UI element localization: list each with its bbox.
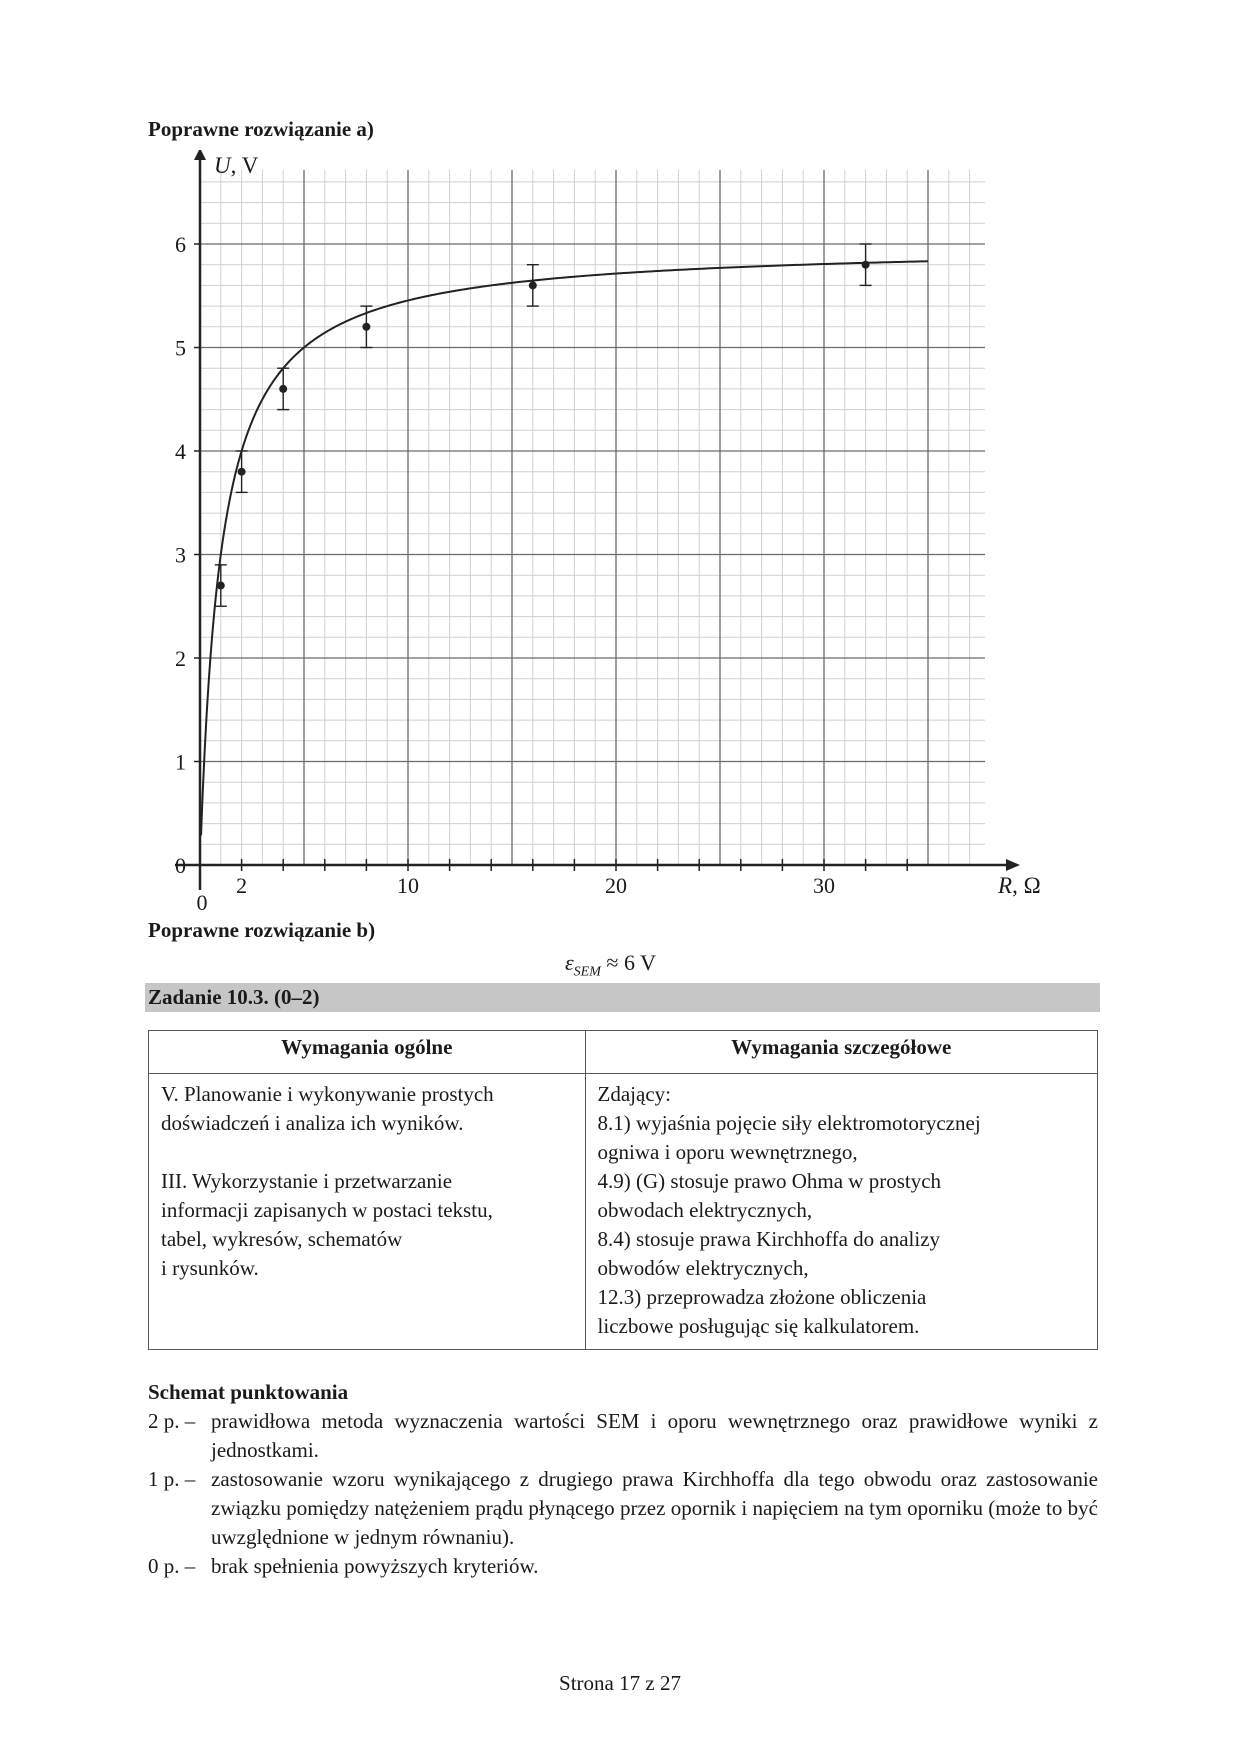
x-origin-label: 0 <box>196 890 208 910</box>
section-b-heading: Poprawne rozwiązanie b) <box>148 918 376 942</box>
y-axis-arrow <box>194 150 206 160</box>
data-point <box>362 323 370 331</box>
data-point <box>217 582 225 590</box>
scoring-item-label: 0 p. – <box>148 1554 196 1578</box>
scoring-item-label: 2 p. – <box>148 1409 196 1433</box>
scoring-heading: Schemat punktowania <box>148 1380 349 1404</box>
x-tick-label: 20 <box>605 873 627 898</box>
detailed-requirements-header: Wymagania szczegółowe <box>585 1031 1097 1074</box>
y-tick-label: 0 <box>175 853 186 878</box>
x-tick-label: 10 <box>397 873 419 898</box>
chart-axes <box>175 150 1020 890</box>
emf-subscript: SEM <box>573 964 601 980</box>
page-footer: Strona 17 z 27 <box>559 1671 681 1695</box>
requirements-table <box>148 1030 1098 1350</box>
emf-symbol: ε <box>565 950 574 975</box>
y-tick-label: 2 <box>175 646 186 671</box>
scoring-item-text: zastosowanie wzoru wynikającego z drugiego prawa Kirchhoffa dla tego obwodu oraz zastosowanie związku pomiędzy natężeniem prądu płynącego przez opornik i napięciem na tym oporniku (może to być uwzględnione w jednym równaniu). <box>211 1467 1098 1549</box>
requirements-header-row <box>149 1031 1098 1074</box>
data-point <box>862 261 870 269</box>
data-point <box>238 468 246 476</box>
task-title: Zadanie 10.3. (0–2) <box>148 985 320 1009</box>
emf-relation: ≈ 6 V <box>606 950 656 975</box>
requirements-body-row <box>149 1074 1098 1350</box>
chart-labels <box>175 153 1041 910</box>
scoring-item <box>148 1552 1098 1581</box>
chart-ticks <box>194 244 907 871</box>
data-point <box>279 385 287 393</box>
scoring-item <box>148 1465 1098 1552</box>
y-tick-label: 3 <box>175 542 186 568</box>
emf-result <box>565 950 656 980</box>
scoring-item-text: brak spełnienia powyższych kryteriów. <box>211 1554 539 1578</box>
y-axis-label: U, V <box>214 153 259 178</box>
data-points-group <box>215 244 872 606</box>
x-axis-label: R, Ω <box>998 873 1041 898</box>
voltage-resistance-chart <box>140 150 1060 910</box>
data-point <box>529 281 537 289</box>
scoring-section <box>148 1378 1098 1581</box>
section-a-heading: Poprawne rozwiązanie a) <box>148 117 374 141</box>
scoring-item <box>148 1407 1098 1465</box>
grid-major-lines <box>200 170 985 865</box>
y-tick-label: 5 <box>175 335 186 361</box>
y-tick-label: 4 <box>175 439 186 464</box>
general-requirements-header: Wymagania ogólne <box>149 1031 586 1074</box>
general-requirements-text: V. Planowanie i wykonywanie prostych doświadczeń i analiza ich wyników. III. Wykorzystanie i przetwarzanie informacji zapisanych w postaci tekstu, tabel, wykresów, schematów i rysunków. <box>161 1082 494 1280</box>
x-axis-arrow <box>1006 859 1020 871</box>
scoring-item-text: prawidłowa metoda wyznaczenia wartości SEM i oporu wewnętrznego oraz prawidłowe wyniki z jednostkami. <box>211 1409 1098 1462</box>
detailed-requirements-cell <box>585 1074 1097 1350</box>
general-requirements-cell <box>149 1074 586 1350</box>
task-title-bar <box>145 983 1100 1012</box>
x-tick-label: 2 <box>236 873 248 898</box>
grid-minor-lines <box>200 170 985 865</box>
scoring-item-label: 1 p. – <box>148 1467 196 1491</box>
x-tick-label: 30 <box>813 873 835 898</box>
y-tick-label: 1 <box>175 749 186 775</box>
detailed-requirements-text: Zdający: 8.1) wyjaśnia pojęcie siły elektromotorycznej ogniwa i oporu wewnętrznego, 4.9) (G) stosuje prawo Ohma w prostych obwodach elektrycznych, 8.4) stosuje prawa Kirchhoffa do analizy obwodów elektrycznych, 12.3) przeprowadza złożone obliczenia liczbowe posługując się kalkulatorem. <box>597 1082 981 1338</box>
y-tick-label: 6 <box>175 232 186 257</box>
